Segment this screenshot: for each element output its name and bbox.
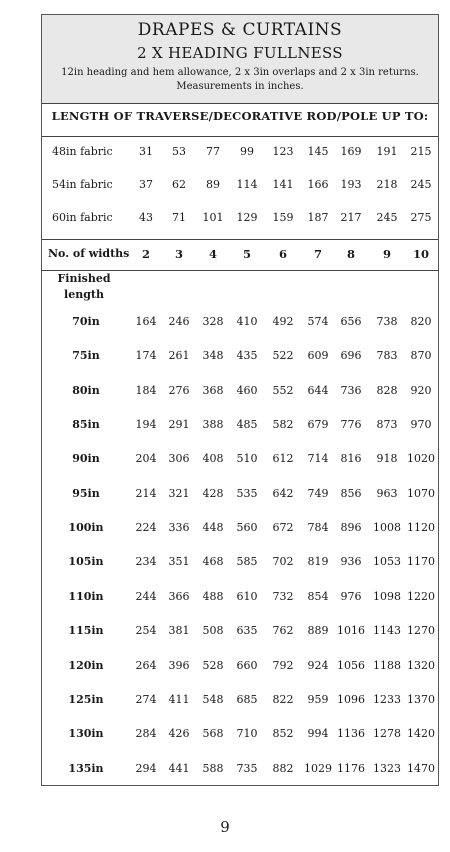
finished-length-label: 130in: [68, 727, 104, 741]
traverse-length-cell: 99: [240, 145, 254, 158]
traverse-length-cell: 245: [410, 178, 432, 191]
fabric-quantity-cell: 508: [202, 624, 224, 638]
fabric-quantity-cell: 762: [272, 624, 294, 638]
fabric-quantity-cell: 306: [168, 452, 190, 466]
traverse-length-cell: 218: [376, 178, 398, 191]
finished-length-label: 115in: [68, 624, 104, 638]
widths-number: 3: [174, 247, 183, 261]
fabric-quantity-cell: 609: [307, 349, 329, 363]
fabric-quantity-cell: 428: [202, 486, 224, 500]
widths-number: 9: [382, 247, 391, 261]
traverse-length-cell: 129: [236, 211, 258, 224]
fabric-quantity-cell: 441: [168, 761, 190, 775]
fabric-quantity-cell: 924: [307, 658, 329, 672]
fabric-quantity-cell: 284: [135, 727, 157, 741]
fabric-quantity-cell: 816: [340, 452, 362, 466]
widths-number: 10: [412, 247, 429, 261]
traverse-length-cell: 217: [340, 211, 362, 224]
traverse-length-cell: 159: [272, 211, 294, 224]
fabric-quantity-cell: 889: [307, 624, 329, 638]
traverse-length-cell: 215: [410, 145, 432, 158]
fabric-quantity-cell: 321: [168, 486, 190, 500]
traverse-length-cell: 62: [172, 178, 186, 191]
fabric-quantity-cell: 276: [168, 383, 190, 397]
fabric-quantity-cell: 411: [168, 692, 190, 706]
fabric-quantity-cell: 1470: [407, 761, 435, 775]
traverse-length-cell: 141: [272, 178, 294, 191]
fabric-quantity-cell: 1323: [373, 761, 401, 775]
fabric-quantity-cell: 381: [168, 624, 190, 638]
traverse-length-cell: 187: [307, 211, 329, 224]
divider: [42, 136, 438, 137]
fabric-quantity-cell: 696: [340, 349, 362, 363]
fabric-quantity-cell: 408: [202, 452, 224, 466]
traverse-length-cell: 193: [340, 178, 362, 191]
traverse-length-cell: 43: [139, 211, 153, 224]
fabric-quantity-cell: 714: [307, 452, 329, 466]
fabric-quantity-cell: 214: [135, 486, 157, 500]
fabric-quantity-cell: 735: [236, 761, 258, 775]
finished-length-label: 95in: [72, 486, 100, 500]
fabric-quantity-cell: 294: [135, 761, 157, 775]
finished-length-label: 125in: [68, 692, 104, 706]
fabric-quantity-cell: 784: [307, 521, 329, 535]
fabric-quantity-cell: 1233: [373, 692, 401, 706]
divider: [42, 239, 438, 240]
fabric-quantity-cell: 174: [135, 349, 157, 363]
fabric-quantity-cell: 920: [410, 383, 432, 397]
traverse-length-cell: 114: [236, 178, 258, 191]
fabric-width-label: 48in fabric: [52, 145, 113, 158]
fabric-quantity-cell: 1029: [304, 761, 332, 775]
fabric-quantity-cell: 535: [236, 486, 258, 500]
fabric-quantity-cell: 1136: [337, 727, 365, 741]
traverse-length-cell: 123: [272, 145, 294, 158]
fabric-quantity-cell: 783: [376, 349, 398, 363]
fabric-quantity-cell: 1420: [407, 727, 435, 741]
traverse-length-cell: 191: [376, 145, 398, 158]
fabric-width-label: 60in fabric: [52, 211, 113, 224]
traverse-length-cell: 31: [139, 145, 153, 158]
fabric-quantity-cell: 410: [236, 315, 258, 328]
fabric-quantity-cell: 732: [272, 589, 294, 603]
fabric-quantity-cell: 820: [410, 315, 432, 328]
finished-length-label: 105in: [68, 555, 104, 569]
allowance-note: 12in heading and hem allowance, 2 x 3in overlaps and 2 x 3in returns.: [61, 67, 419, 78]
fabric-quantity-cell: 994: [307, 727, 329, 741]
fabric-quantity-cell: 1096: [337, 692, 365, 706]
fabric-quantity-cell: 1098: [373, 589, 401, 603]
fabric-quantity-cell: 970: [410, 418, 432, 432]
traverse-length-cell: 53: [172, 145, 186, 158]
fabric-quantity-cell: 485: [236, 418, 258, 432]
fabric-quantity-cell: 1370: [407, 692, 435, 706]
fabric-quantity-cell: 1188: [373, 658, 401, 672]
finished-length-label: 135in: [68, 761, 104, 775]
fabric-quantity-cell: 882: [272, 761, 294, 775]
fabric-quantity-cell: 1056: [337, 658, 365, 672]
fabric-quantity-cell: 976: [340, 589, 362, 603]
fabric-width-label: 54in fabric: [52, 178, 113, 191]
fabric-quantity-cell: 612: [272, 452, 294, 466]
page-subtitle: 2 X HEADING FULLNESS: [137, 44, 343, 62]
widths-number: 5: [242, 247, 251, 261]
fabric-quantity-cell: 291: [168, 418, 190, 432]
fabric-quantity-cell: 738: [376, 315, 398, 328]
fabric-quantity-cell: 368: [202, 383, 224, 397]
fabric-quantity-cell: 1220: [407, 589, 435, 603]
finished-length-label: 100in: [68, 521, 104, 535]
fabric-quantity-cell: 261: [168, 349, 190, 363]
fabric-quantity-cell: 660: [236, 658, 258, 672]
widths-number: 7: [313, 247, 322, 261]
fabric-quantity-cell: 644: [307, 383, 329, 397]
fabric-quantity-cell: 574: [307, 315, 329, 328]
fabric-quantity-cell: 685: [236, 692, 258, 706]
fabric-quantity-cell: 274: [135, 692, 157, 706]
fabric-quantity-cell: 822: [272, 692, 294, 706]
widths-number: 6: [278, 247, 287, 261]
fabric-quantity-cell: 828: [376, 383, 398, 397]
widths-number: 8: [346, 247, 355, 261]
fabric-quantity-cell: 959: [307, 692, 329, 706]
fabric-quantity-cell: 468: [202, 555, 224, 569]
fabric-quantity-cell: 328: [202, 315, 224, 328]
finished-label-line2: length: [64, 288, 104, 301]
fabric-quantity-cell: 1278: [373, 727, 401, 741]
fabric-quantity-cell: 936: [340, 555, 362, 569]
fabric-quantity-cell: 426: [168, 727, 190, 741]
fabric-quantity-cell: 588: [202, 761, 224, 775]
fabric-quantity-cell: 264: [135, 658, 157, 672]
fabric-quantity-cell: 254: [135, 624, 157, 638]
traverse-length-cell: 166: [307, 178, 329, 191]
finished-length-label: 75in: [72, 349, 100, 363]
divider: [42, 103, 438, 104]
fabric-quantity-cell: 918: [376, 452, 398, 466]
fabric-quantity-cell: 488: [202, 589, 224, 603]
fabric-quantity-cell: 1016: [337, 624, 365, 638]
fabric-quantity-cell: 679: [307, 418, 329, 432]
fabric-quantity-cell: 336: [168, 521, 190, 535]
widths-label: No. of widths: [48, 247, 130, 260]
fabric-quantity-cell: 164: [135, 315, 157, 328]
fabric-quantity-cell: 963: [376, 486, 398, 500]
fabric-quantity-cell: 448: [202, 521, 224, 535]
fabric-quantity-cell: 351: [168, 555, 190, 569]
fabric-quantity-cell: 702: [272, 555, 294, 569]
finished-length-label: 80in: [72, 383, 100, 397]
fabric-quantity-cell: 852: [272, 727, 294, 741]
traverse-heading: LENGTH OF TRAVERSE/DECORATIVE ROD/POLE UP TO:: [51, 109, 429, 123]
fabric-quantity-cell: 582: [272, 418, 294, 432]
fabric-quantity-cell: 522: [272, 349, 294, 363]
curtain-table: [41, 14, 439, 786]
fabric-quantity-cell: 435: [236, 349, 258, 363]
fabric-quantity-cell: 244: [135, 589, 157, 603]
fabric-quantity-cell: 528: [202, 658, 224, 672]
widths-number: 2: [141, 247, 150, 261]
traverse-length-cell: 169: [340, 145, 362, 158]
fabric-quantity-cell: 776: [340, 418, 362, 432]
fabric-quantity-cell: 396: [168, 658, 190, 672]
fabric-quantity-cell: 736: [340, 383, 362, 397]
fabric-quantity-cell: 610: [236, 589, 258, 603]
fabric-quantity-cell: 1053: [373, 555, 401, 569]
traverse-length-cell: 71: [172, 211, 186, 224]
traverse-length-cell: 101: [202, 211, 224, 224]
finished-length-label: 70in: [72, 315, 100, 328]
widths-number: 4: [208, 247, 217, 261]
fabric-quantity-cell: 224: [135, 521, 157, 535]
fabric-quantity-cell: 585: [236, 555, 258, 569]
fabric-quantity-cell: 819: [307, 555, 329, 569]
fabric-quantity-cell: 896: [340, 521, 362, 535]
units-note: Measurements in inches.: [176, 81, 304, 92]
fabric-quantity-cell: 460: [236, 383, 258, 397]
fabric-quantity-cell: 568: [202, 727, 224, 741]
fabric-quantity-cell: 656: [340, 315, 362, 328]
fabric-quantity-cell: 1070: [407, 486, 435, 500]
traverse-length-cell: 89: [206, 178, 220, 191]
fabric-quantity-cell: 1143: [373, 624, 401, 638]
traverse-length-cell: 37: [139, 178, 153, 191]
fabric-quantity-cell: 388: [202, 418, 224, 432]
fabric-quantity-cell: 854: [307, 589, 329, 603]
table-header: [42, 15, 438, 103]
fabric-quantity-cell: 552: [272, 383, 294, 397]
fabric-quantity-cell: 870: [410, 349, 432, 363]
fabric-quantity-cell: 548: [202, 692, 224, 706]
fabric-quantity-cell: 710: [236, 727, 258, 741]
traverse-length-cell: 145: [307, 145, 329, 158]
fabric-quantity-cell: 348: [202, 349, 224, 363]
fabric-quantity-cell: 672: [272, 521, 294, 535]
finished-length-heading: [54, 271, 114, 303]
traverse-length-cell: 77: [206, 145, 220, 158]
finished-length-label: 120in: [68, 658, 104, 672]
fabric-quantity-cell: 635: [236, 624, 258, 638]
fabric-quantity-cell: 234: [135, 555, 157, 569]
fabric-quantity-cell: 560: [236, 521, 258, 535]
fabric-quantity-cell: 510: [236, 452, 258, 466]
fabric-quantity-cell: 642: [272, 486, 294, 500]
fabric-quantity-cell: 204: [135, 452, 157, 466]
fabric-quantity-cell: 1120: [407, 521, 435, 535]
fabric-quantity-cell: 1020: [407, 452, 435, 466]
traverse-length-cell: 245: [376, 211, 398, 224]
fabric-quantity-cell: 792: [272, 658, 294, 672]
fabric-quantity-cell: 749: [307, 486, 329, 500]
fabric-quantity-cell: 1176: [337, 761, 365, 775]
finished-length-label: 90in: [72, 452, 100, 466]
fabric-quantity-cell: 194: [135, 418, 157, 432]
fabric-quantity-cell: 1270: [407, 624, 435, 638]
finished-length-label: 110in: [68, 589, 104, 603]
page-title: DRAPES & CURTAINS: [137, 20, 343, 40]
fabric-quantity-cell: 856: [340, 486, 362, 500]
fabric-quantity-cell: 366: [168, 589, 190, 603]
fabric-quantity-cell: 1008: [373, 521, 401, 535]
fabric-quantity-cell: 184: [135, 383, 157, 397]
finished-length-label: 85in: [72, 418, 100, 432]
traverse-length-cell: 275: [410, 211, 432, 224]
fabric-quantity-cell: 873: [376, 418, 398, 432]
fabric-quantity-cell: 1320: [407, 658, 435, 672]
fabric-quantity-cell: 492: [272, 315, 294, 328]
page-number: 9: [220, 818, 230, 836]
finished-label-line1: Finished: [57, 272, 111, 285]
fabric-quantity-cell: 1170: [407, 555, 435, 569]
fabric-quantity-cell: 246: [168, 315, 190, 328]
